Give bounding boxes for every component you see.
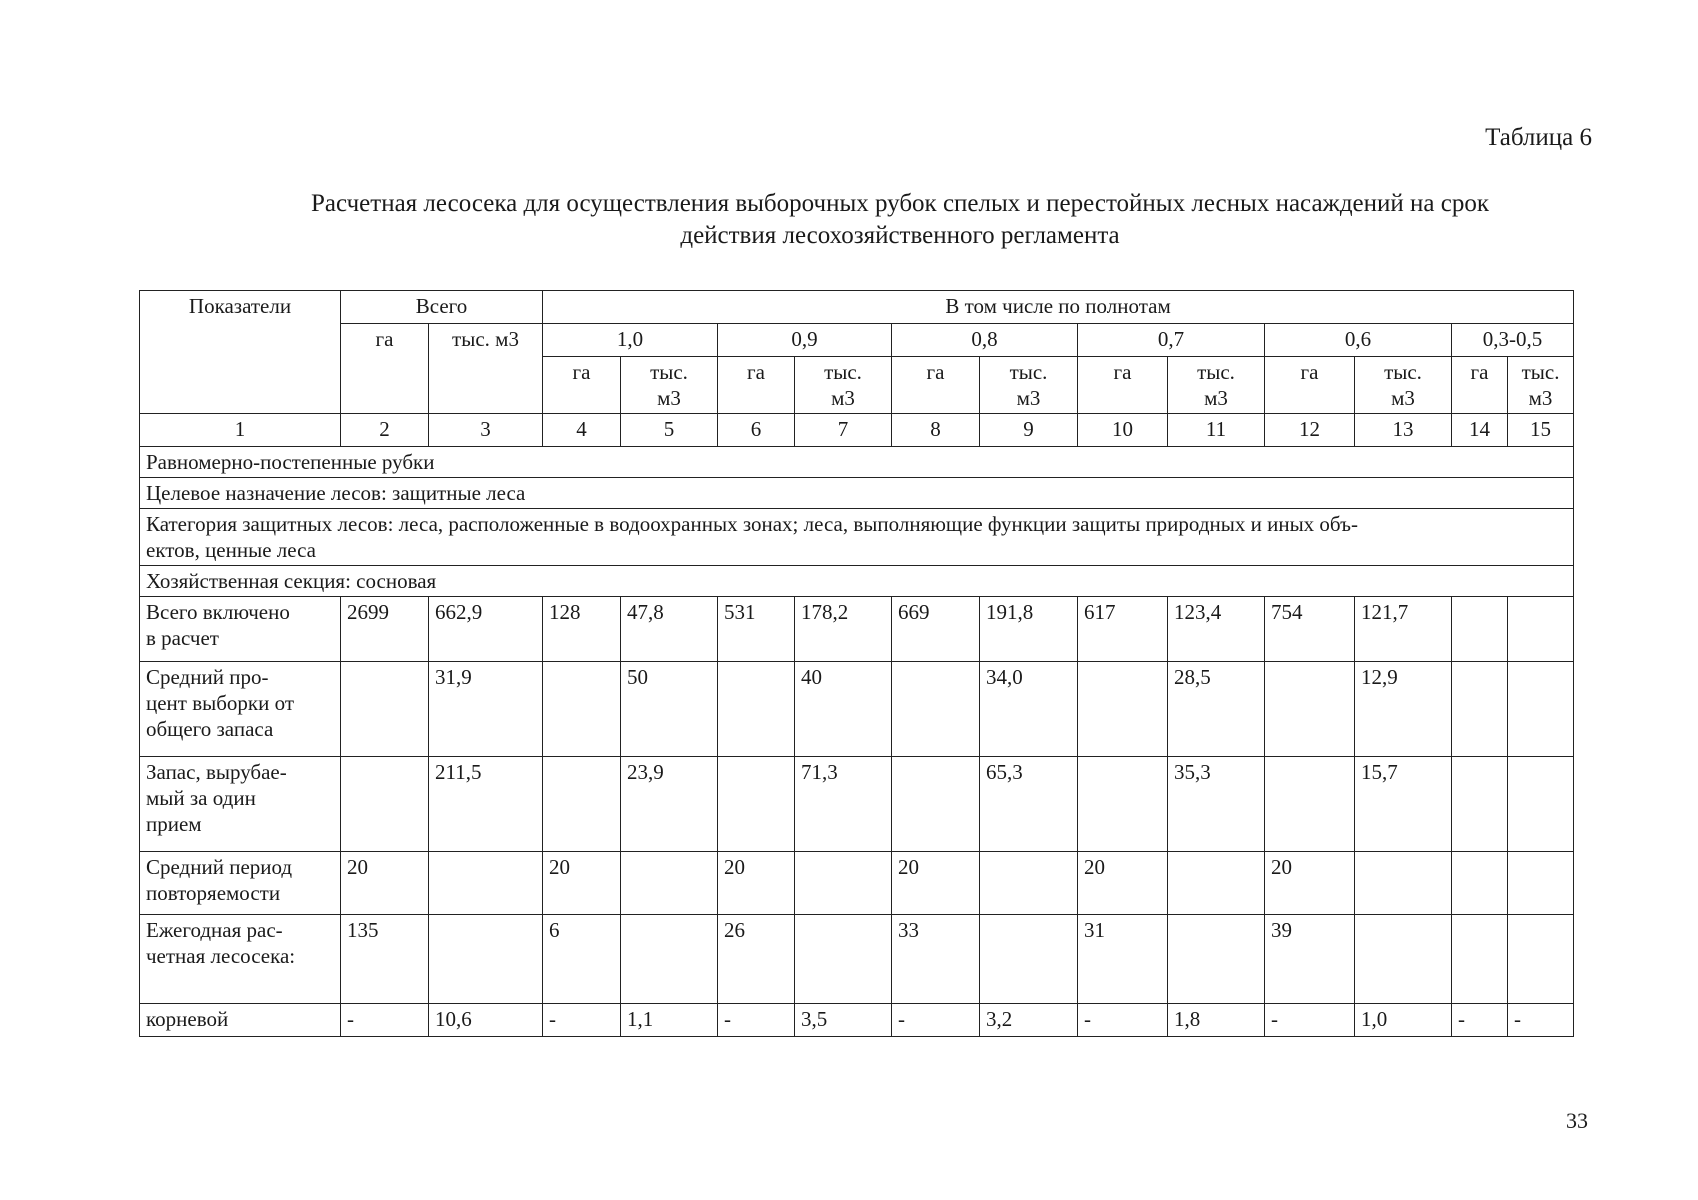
section-line: ектов, ценные леса <box>146 538 316 562</box>
table-cell <box>1355 852 1452 915</box>
table-cell: 211,5 <box>429 757 543 852</box>
row-label <box>140 662 341 757</box>
section-line: Категория защитных лесов: леса, расположенные в водоохранных зонах; леса, выполняющие функции защиты природных и иных объ- <box>146 512 1358 536</box>
table-cell <box>980 852 1078 915</box>
column-number: 1 <box>140 414 341 447</box>
table-cell <box>1168 915 1265 1004</box>
table-cell: 15,7 <box>1355 757 1452 852</box>
unit-line: тыс. <box>1009 360 1048 384</box>
label-line: в расчет <box>146 626 219 650</box>
table-cell: 47,8 <box>621 597 718 662</box>
label-line: четная лесосека: <box>146 944 296 968</box>
header-total-ha: га <box>341 324 429 414</box>
row-label <box>140 757 341 852</box>
column-number: 8 <box>892 414 980 447</box>
table-cell: 50 <box>621 662 718 757</box>
table-cell: 128 <box>543 597 621 662</box>
table-cell <box>1355 915 1452 1004</box>
table-cell <box>1508 852 1574 915</box>
table-cell: 65,3 <box>980 757 1078 852</box>
table-cell <box>621 852 718 915</box>
column-number: 2 <box>341 414 429 447</box>
column-number: 6 <box>718 414 795 447</box>
header-unit-volume <box>1168 357 1265 414</box>
table-cell <box>1508 757 1574 852</box>
column-number: 9 <box>980 414 1078 447</box>
table-cell <box>1265 757 1355 852</box>
table-cell <box>429 915 543 1004</box>
header-by-density: В том числе по полнотам <box>543 291 1574 324</box>
table-cell <box>980 915 1078 1004</box>
table-cell: 1,8 <box>1168 1004 1265 1037</box>
table-cell: 12,9 <box>1355 662 1452 757</box>
table-cell <box>718 662 795 757</box>
label-line: Запас, вырубае- <box>146 760 287 784</box>
table-cell: 2699 <box>341 597 429 662</box>
header-density: 0,3-0,5 <box>1452 324 1574 357</box>
table-cell: 662,9 <box>429 597 543 662</box>
label-line: Ежегодная рас- <box>146 918 283 942</box>
table-cell: 20 <box>892 852 980 915</box>
unit-line: м3 <box>1016 386 1041 410</box>
column-number: 15 <box>1508 414 1574 447</box>
table-cell <box>1452 915 1508 1004</box>
table-cell <box>1452 662 1508 757</box>
table-cell <box>1168 852 1265 915</box>
table-row <box>140 757 1574 852</box>
label-line: Средний период <box>146 855 293 879</box>
label-line: Средний про- <box>146 665 269 689</box>
table-cell <box>1508 662 1574 757</box>
header-unit-ha: га <box>892 357 980 414</box>
label-line: мый за один <box>146 786 256 810</box>
table-cell: 23,9 <box>621 757 718 852</box>
row-label <box>140 852 341 915</box>
table-cell: 669 <box>892 597 980 662</box>
table-number: Таблица 6 <box>1485 124 1592 151</box>
header-unit-ha: га <box>1452 357 1508 414</box>
table-cell: - <box>1078 1004 1168 1037</box>
section-economic-section: Хозяйственная секция: сосновая <box>140 566 1574 597</box>
table-cell <box>1508 597 1574 662</box>
table-cell: - <box>1508 1004 1574 1037</box>
header-unit-ha: га <box>1078 357 1168 414</box>
table-cell: 35,3 <box>1168 757 1265 852</box>
table-cell <box>341 662 429 757</box>
label-line: Всего включено <box>146 600 290 624</box>
table-row <box>140 1004 1574 1037</box>
table-cell <box>795 915 892 1004</box>
label-line: прием <box>146 812 202 836</box>
section-forest-purpose: Целевое назначение лесов: защитные леса <box>140 478 1574 509</box>
title-line: Расчетная лесосека для осуществления выборочных рубок спелых и перестойных лесных насаждений на срок <box>311 190 1489 217</box>
table-cell: 40 <box>795 662 892 757</box>
column-number: 5 <box>621 414 718 447</box>
table-cell <box>1078 662 1168 757</box>
table-cell: - <box>543 1004 621 1037</box>
table-cell <box>1452 757 1508 852</box>
column-number: 12 <box>1265 414 1355 447</box>
table-cell: 6 <box>543 915 621 1004</box>
column-number: 11 <box>1168 414 1265 447</box>
header-density: 0,7 <box>1078 324 1265 357</box>
table-cell <box>621 915 718 1004</box>
table-cell: 617 <box>1078 597 1168 662</box>
header-total: Всего <box>341 291 543 324</box>
table-cell: 39 <box>1265 915 1355 1004</box>
title-line: действия лесохозяйственного регламента <box>680 222 1120 249</box>
table-cell: 71,3 <box>795 757 892 852</box>
table-cell <box>1508 915 1574 1004</box>
table-cell: 123,4 <box>1168 597 1265 662</box>
header-total-volume: тыс. м3 <box>429 324 543 414</box>
header-density: 0,6 <box>1265 324 1452 357</box>
header-unit-volume <box>1355 357 1452 414</box>
table-cell <box>1078 757 1168 852</box>
table-cell: - <box>341 1004 429 1037</box>
unit-line: м3 <box>831 386 855 410</box>
header-unit-ha: га <box>1265 357 1355 414</box>
table-cell: 135 <box>341 915 429 1004</box>
header-unit-volume <box>795 357 892 414</box>
table-cell <box>1265 662 1355 757</box>
table-cell: 20 <box>718 852 795 915</box>
table-cell: 3,2 <box>980 1004 1078 1037</box>
header-indicators: Показатели <box>140 291 341 414</box>
table-cell: 33 <box>892 915 980 1004</box>
header-unit-volume <box>1508 357 1574 414</box>
row-label: корневой <box>140 1004 341 1037</box>
table-cell <box>543 662 621 757</box>
header-density: 0,8 <box>892 324 1078 357</box>
unit-line: м3 <box>657 386 681 410</box>
table-cell: 20 <box>1265 852 1355 915</box>
unit-line: тыс. <box>1521 360 1560 384</box>
unit-line: тыс. <box>1197 360 1235 384</box>
table-cell: 34,0 <box>980 662 1078 757</box>
column-number: 13 <box>1355 414 1452 447</box>
table-cell <box>892 662 980 757</box>
header-unit-ha: га <box>543 357 621 414</box>
table-cell <box>543 757 621 852</box>
table-cell: 531 <box>718 597 795 662</box>
label-line: цент выборки от <box>146 691 295 715</box>
row-label <box>140 597 341 662</box>
table-cell: 26 <box>718 915 795 1004</box>
table-cell <box>718 757 795 852</box>
column-number: 4 <box>543 414 621 447</box>
table-cell: 20 <box>543 852 621 915</box>
header-density: 0,9 <box>718 324 892 357</box>
page-number: 33 <box>1566 1108 1588 1133</box>
table-cell: 28,5 <box>1168 662 1265 757</box>
unit-line: тыс. <box>650 360 688 384</box>
table-cell: 178,2 <box>795 597 892 662</box>
unit-line: м3 <box>1528 386 1553 410</box>
table-cell: - <box>1452 1004 1508 1037</box>
table-cell: 31,9 <box>429 662 543 757</box>
table-cell <box>892 757 980 852</box>
label-line: общего запаса <box>146 717 274 741</box>
logging-calculation-table <box>139 290 1574 1037</box>
header-density: 1,0 <box>543 324 718 357</box>
table-row <box>140 597 1574 662</box>
column-number: 3 <box>429 414 543 447</box>
header-unit-volume <box>980 357 1078 414</box>
header-unit-volume <box>621 357 718 414</box>
table-cell <box>341 757 429 852</box>
header-unit-ha: га <box>718 357 795 414</box>
table-cell: 754 <box>1265 597 1355 662</box>
table-row <box>140 852 1574 915</box>
table-cell <box>1452 597 1508 662</box>
table-cell: 191,8 <box>980 597 1078 662</box>
unit-line: м3 <box>1391 386 1415 410</box>
label-line: повторяемости <box>146 881 281 905</box>
row-label <box>140 915 341 1004</box>
table-cell: 31 <box>1078 915 1168 1004</box>
section-cutting-type: Равномерно-постепенные рубки <box>140 447 1574 478</box>
table-row <box>140 915 1574 1004</box>
document-title <box>226 188 1574 252</box>
column-number: 7 <box>795 414 892 447</box>
column-number: 14 <box>1452 414 1508 447</box>
unit-line: тыс. <box>1384 360 1422 384</box>
table-cell: 20 <box>341 852 429 915</box>
table-cell: - <box>718 1004 795 1037</box>
table-cell: 10,6 <box>429 1004 543 1037</box>
table-cell: 1,1 <box>621 1004 718 1037</box>
table-cell <box>429 852 543 915</box>
table-cell: - <box>892 1004 980 1037</box>
table-cell <box>1452 852 1508 915</box>
table-row <box>140 662 1574 757</box>
table-cell: 1,0 <box>1355 1004 1452 1037</box>
column-number: 10 <box>1078 414 1168 447</box>
table-cell: 121,7 <box>1355 597 1452 662</box>
table-cell: 3,5 <box>795 1004 892 1037</box>
table-cell <box>795 852 892 915</box>
unit-line: м3 <box>1204 386 1228 410</box>
table-cell: - <box>1265 1004 1355 1037</box>
table-cell: 20 <box>1078 852 1168 915</box>
section-forest-category <box>140 509 1574 566</box>
unit-line: тыс. <box>824 360 862 384</box>
